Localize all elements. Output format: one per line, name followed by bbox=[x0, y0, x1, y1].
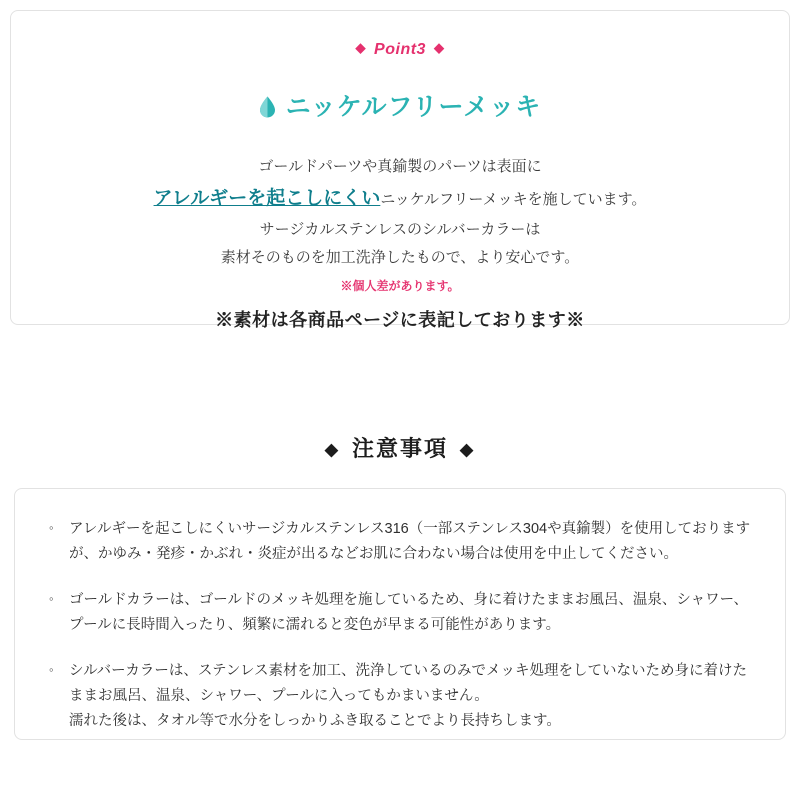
bullet-icon: ◦ bbox=[49, 590, 54, 606]
point3-body-line1: ゴールドパーツや真鍮製のパーツは表面に bbox=[258, 158, 542, 175]
list-item-text: アレルギーを起こしにくいサージカルステンレス316（一部ステンレス304や真鍮製）を使用しておりますが、かゆみ・発疹・かぶれ・炎症が出るなどお肌に合わない場合は使用を中止してください。 bbox=[69, 521, 751, 563]
caution-heading bbox=[0, 432, 800, 463]
list-item bbox=[45, 659, 755, 735]
caution-heading-text: 注意事項 bbox=[351, 436, 448, 461]
diamond-icon-right: ◆ bbox=[433, 40, 445, 55]
individual-difference-note: ※個人差があります。 bbox=[340, 279, 460, 294]
diamond-icon-caution-right: ◆ bbox=[460, 440, 476, 459]
point3-body-line2 bbox=[11, 181, 789, 216]
point3-card bbox=[10, 10, 790, 330]
point3-heading-text: ニッケルフリーメッキ bbox=[285, 93, 542, 121]
point3-label bbox=[11, 40, 789, 59]
allergy-link[interactable]: アレルギーを起こしにくい bbox=[153, 187, 381, 209]
point3-heading bbox=[11, 87, 789, 123]
diamond-icon-caution-left: ◆ bbox=[324, 440, 340, 459]
list-item bbox=[45, 588, 755, 639]
point3-label-text: Point3 bbox=[374, 41, 426, 58]
list-item-text: ゴールドカラーは、ゴールドのメッキ処理を施しているため、身に着けたままお風呂、温泉、シャワー、プールに長時間入ったり、頻繁に濡れると変色が早まる可能性があります。 bbox=[69, 591, 749, 634]
list-item-text-extra: 濡れた後は、タオル等で水分をしっかりふき取ることでより長持ちします。 bbox=[69, 713, 561, 730]
caution-list bbox=[45, 517, 755, 735]
point3-body-line2-tail: ニッケルフリーメッキを施しています。 bbox=[380, 190, 647, 208]
list-item bbox=[45, 517, 755, 568]
material-note: ※素材は各商品ページに表記しております※ bbox=[215, 309, 585, 330]
bullet-icon: ◦ bbox=[49, 661, 54, 677]
list-item-text: シルバーカラーは、ステンレス素材を加工、洗浄しているのみでメッキ処理をしていないため身に着けたままお風呂、温泉、シャワー、プールに入ってもかまいません。 bbox=[69, 662, 748, 704]
diamond-icon-left: ◆ bbox=[355, 40, 367, 55]
point3-body-line4: 素材そのものを加工洗浄したもので、より安心です。 bbox=[220, 248, 580, 266]
point3-body bbox=[11, 153, 789, 337]
caution-card bbox=[14, 488, 786, 740]
water-drop-icon bbox=[259, 96, 276, 118]
point3-body-line3: サージカルステンレスのシルバーカラーは bbox=[259, 220, 541, 238]
bullet-icon: ◦ bbox=[49, 520, 54, 535]
